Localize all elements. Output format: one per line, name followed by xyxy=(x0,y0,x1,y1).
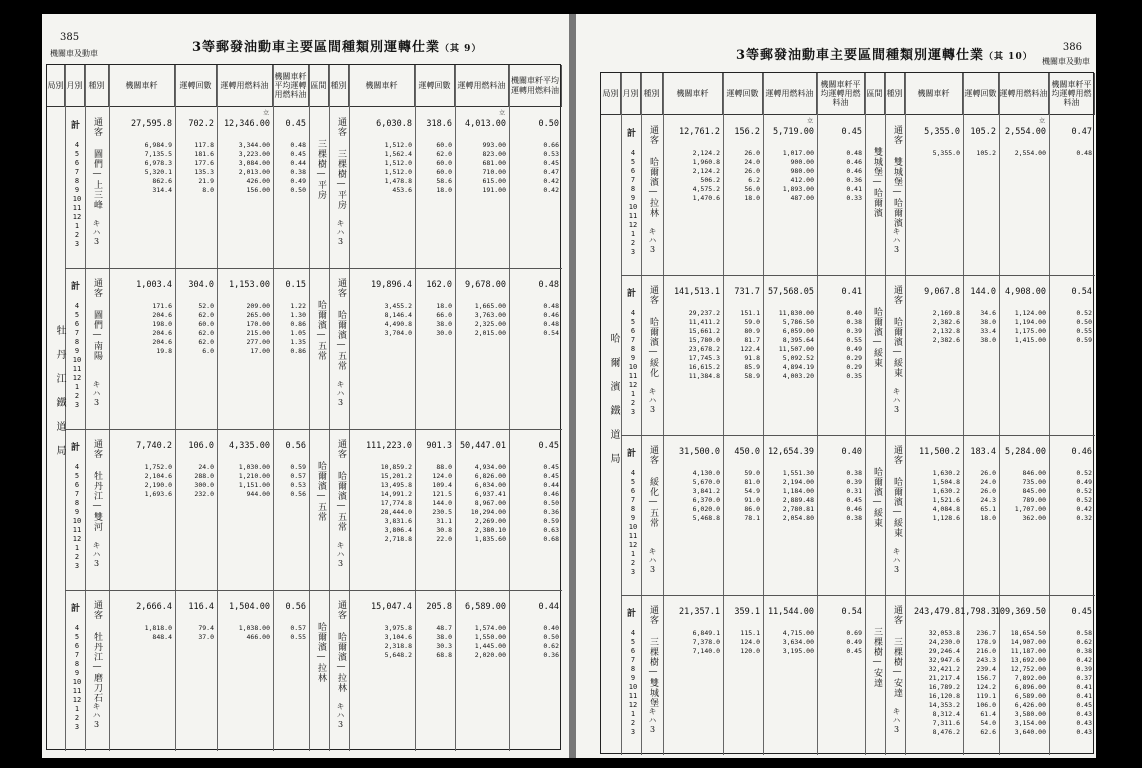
total-value: 2,666.4 xyxy=(136,602,172,612)
unit-mark: 立 xyxy=(499,110,506,117)
monthly-values: 32,053.8 24,230.0 29,246.4 32,947.6 32,421.2 21,217.4 16,789.2 16,120.8 14,353.2 8,312.4 7,311.6 8,476.2 xyxy=(928,629,960,736)
route-name: 牡丹江—雙河 xyxy=(92,471,102,532)
column-header: 運轉用燃料油 xyxy=(763,73,817,115)
monthly-values: 1,574.00 1,550.00 1,445.00 2,020.00 xyxy=(474,624,506,659)
route-name: 三棵樹—雙城堡 xyxy=(648,637,658,708)
column-divider xyxy=(85,65,86,751)
month-list: 4 5 6 7 8 9 10 11 12 1 2 3 xyxy=(72,624,82,731)
period-label: キハ3 xyxy=(648,387,657,415)
data-table-left xyxy=(46,64,561,750)
total-value: 205.8 xyxy=(426,602,452,612)
total-value: 162.0 xyxy=(426,280,452,290)
monthly-values: 1,752.0 2,104.6 2,190.0 1,693.6 xyxy=(144,463,172,498)
block-divider xyxy=(65,429,562,430)
monthly-values: 26.0 24.0 26.0 6.2 56.0 18.0 xyxy=(744,149,760,202)
column-header: 運轉回數 xyxy=(723,73,763,115)
route-name: 綏化—五常 xyxy=(648,477,658,528)
route-name: 雙城堡—哈爾濱 xyxy=(892,157,902,228)
column-header: 運轉用燃料油 xyxy=(999,73,1049,115)
column-header: 局別 xyxy=(47,65,65,107)
monthly-values: 34.6 38.0 33.4 38.0 xyxy=(980,309,996,344)
monthly-values: 209.00 265.00 170.00 215.00 277.00 17.00 xyxy=(246,302,270,355)
monthly-values: 236.7 178.9 216.0 243.3 239.4 156.7 124.2 119.1 106.0 61.4 54.0 62.6 xyxy=(976,629,996,736)
service-type: 通客 xyxy=(648,125,658,145)
column-header: 機關車粁平均運轉用燃料油 xyxy=(1049,73,1095,115)
service-type: 通客 xyxy=(92,278,102,298)
column-header: 運轉用燃料油 xyxy=(217,65,273,107)
month-list: 4 5 6 7 8 9 10 11 12 1 2 3 xyxy=(72,302,82,409)
total-value: 105.2 xyxy=(970,127,996,137)
column-header: 機關車粁平均運轉用燃料油 xyxy=(509,65,562,107)
total-value: 12,761.2 xyxy=(679,127,720,137)
service-type: 通客 xyxy=(892,285,902,305)
monthly-values: 4,715.00 3,634.00 3,195.00 xyxy=(782,629,814,655)
section-label: 哈爾濱—綏東 xyxy=(872,307,882,368)
period-label: キハ3 xyxy=(92,219,101,247)
service-type: 通客 xyxy=(892,605,902,625)
total-value: 0.40 xyxy=(841,447,862,457)
column-header: 機關車粁平均運轉用燃料油 xyxy=(273,65,309,107)
total-value: 2,554.00 xyxy=(1005,127,1046,137)
column-header: 區間 xyxy=(865,73,885,115)
monthly-values: 1,038.00 466.00 xyxy=(238,624,270,641)
monthly-values: 24.0 288.0 300.0 232.0 xyxy=(194,463,214,498)
column-divider xyxy=(865,73,866,755)
monthly-values: 48.7 38.0 30.3 68.8 xyxy=(436,624,452,659)
section-label: 三棵樹—安達 xyxy=(872,627,882,688)
column-header: 運轉回數 xyxy=(963,73,999,115)
column-divider xyxy=(885,73,886,755)
service-type: 通客 xyxy=(648,445,658,465)
column-header: 月別 xyxy=(65,65,85,107)
route-name: 哈爾濱—五常 xyxy=(336,471,346,532)
right-page xyxy=(576,14,1096,758)
total-value: 0.45 xyxy=(285,119,306,129)
monthly-values: 1,512.0 1,562.4 1,512.0 1,512.0 1,478.8 453.6 xyxy=(384,141,412,194)
total-label: 計 xyxy=(627,609,637,619)
total-value: 111,223.0 xyxy=(365,441,412,451)
block-divider xyxy=(621,275,1095,276)
total-value: 15,047.4 xyxy=(371,602,412,612)
monthly-values: 0.48 0.46 0.46 0.36 0.41 0.33 xyxy=(846,149,862,202)
period-label: キハ3 xyxy=(648,707,657,735)
total-value: 0.46 xyxy=(1071,447,1092,457)
book-spine xyxy=(569,14,576,758)
route-name: 三棵樹—安達 xyxy=(892,637,902,698)
service-type: 通客 xyxy=(648,605,658,625)
total-value: 0.45 xyxy=(1071,607,1092,617)
column-header: 種別 xyxy=(85,65,109,107)
monthly-values: 18.0 66.0 38.0 30.0 xyxy=(436,302,452,337)
route-name: 哈爾濱—綏東 xyxy=(892,477,902,538)
total-value: 318.6 xyxy=(426,119,452,129)
column-divider xyxy=(621,73,622,755)
monthly-values: 151.1 59.0 80.9 81.7 122.4 91.8 85.9 58.9 xyxy=(740,309,760,380)
block-divider xyxy=(621,595,1095,596)
monthly-values: 846.00 735.00 845.00 789.00 1,707.00 362.00 xyxy=(1014,469,1046,522)
monthly-values: 5,355.0 xyxy=(932,149,960,157)
block-divider xyxy=(65,268,562,269)
total-value: 50,447.01 xyxy=(459,441,506,451)
column-divider xyxy=(641,73,642,755)
period-label: キハ3 xyxy=(336,380,345,408)
monthly-values: 0.52 0.49 0.52 0.52 0.42 0.32 xyxy=(1076,469,1092,522)
month-list: 4 5 6 7 8 9 10 11 12 1 2 3 xyxy=(628,309,638,416)
monthly-values: 0.40 0.38 0.39 0.55 0.49 0.29 0.29 0.35 xyxy=(846,309,862,380)
total-label: 計 xyxy=(71,604,81,614)
unit-mark: 立 xyxy=(1039,118,1046,125)
total-label: 計 xyxy=(627,449,637,459)
monthly-values: 3,975.8 3,104.6 2,318.8 5,648.2 xyxy=(384,624,412,659)
total-value: 57,568.05 xyxy=(767,287,814,297)
total-value: 731.7 xyxy=(734,287,760,297)
month-list: 4 5 6 7 8 9 10 11 12 1 2 3 xyxy=(72,141,82,248)
monthly-values: 1,017.00 900.00 980.00 412.00 1,893.00 487.00 xyxy=(782,149,814,202)
total-value: 0.44 xyxy=(538,602,559,612)
monthly-values: 26.0 24.0 26.0 24.3 65.1 18.0 xyxy=(980,469,996,522)
service-type: 通客 xyxy=(336,439,346,459)
total-value: 12,346.00 xyxy=(223,119,270,129)
total-value: 9,067.8 xyxy=(924,287,960,297)
monthly-values: 0.40 0.50 0.62 0.36 xyxy=(543,624,559,659)
column-header: 機關車粁 xyxy=(905,73,963,115)
period-label: キハ3 xyxy=(648,547,657,575)
monthly-values: 117.8 181.6 177.6 135.3 21.9 8.0 xyxy=(194,141,214,194)
month-list: 4 5 6 7 8 9 10 11 12 1 2 3 xyxy=(628,149,638,256)
monthly-values: 0.58 0.62 0.38 0.42 0.39 0.37 0.41 0.41 0.45 0.43 0.43 0.43 xyxy=(1076,629,1092,736)
monthly-values: 6,984.9 7,135.5 6,978.3 5,320.1 862.6 314.4 xyxy=(144,141,172,194)
page-number: 386 xyxy=(1062,42,1082,53)
monthly-values: 1,665.00 3,763.00 2,325.00 2,015.00 xyxy=(474,302,506,337)
total-value: 141,513.1 xyxy=(673,287,720,297)
total-value: 0.56 xyxy=(285,441,306,451)
service-type: 通客 xyxy=(92,117,102,137)
route-name: 哈爾濱—綏東 xyxy=(892,317,902,378)
total-label: 計 xyxy=(627,129,637,139)
total-label: 計 xyxy=(627,289,637,299)
column-header: 種別 xyxy=(641,73,663,115)
total-value: 11,544.00 xyxy=(767,607,814,617)
monthly-values: 0.38 0.39 0.31 0.45 0.46 0.38 xyxy=(846,469,862,522)
monthly-values: 2,554.00 xyxy=(1014,149,1046,157)
total-value: 5,284.00 xyxy=(1005,447,1046,457)
period-label: キハ3 xyxy=(648,227,657,255)
column-header: 機關車粁 xyxy=(349,65,415,107)
total-value: 21,357.1 xyxy=(679,607,720,617)
route-name: 牡丹江—磨刀石 xyxy=(92,632,102,703)
monthly-values: 79.4 37.0 xyxy=(198,624,214,641)
column-header: 種別 xyxy=(885,73,905,115)
route-name: 三棵樹—平房 xyxy=(336,149,346,210)
service-type: 通客 xyxy=(892,445,902,465)
monthly-values: 10,859.2 15,201.2 13,495.8 14,991.2 17,774.8 28,444.0 3,831.6 3,806.4 2,718.8 xyxy=(380,463,412,543)
total-value: 0.47 xyxy=(1071,127,1092,137)
service-type: 通客 xyxy=(336,117,346,137)
column-divider xyxy=(309,65,310,751)
total-value: 109,369.50 xyxy=(994,607,1046,617)
service-type: 通客 xyxy=(336,600,346,620)
total-value: 4,013.00 xyxy=(465,119,506,129)
monthly-values: 4,130.0 5,670.0 3,841.2 6,370.0 6,020.0 5,468.8 xyxy=(692,469,720,522)
monthly-values: 171.6 204.6 198.0 204.6 204.6 19.8 xyxy=(152,302,172,355)
monthly-values: 6,849.1 7,378.0 7,140.0 xyxy=(692,629,720,655)
month-list: 4 5 6 7 8 9 10 11 12 1 2 3 xyxy=(628,629,638,736)
monthly-values: 1.22 1.30 0.86 1.05 1.35 0.86 xyxy=(290,302,306,355)
column-header: 運轉用燃料油 xyxy=(455,65,509,107)
total-value: 0.15 xyxy=(285,280,306,290)
total-value: 7,740.2 xyxy=(136,441,172,451)
section-label: 機關車及動車 xyxy=(50,49,98,58)
block-divider xyxy=(65,590,562,591)
column-header: 運轉回數 xyxy=(175,65,217,107)
left-page xyxy=(42,14,569,758)
column-header: 機關車粁平均運轉用燃料油 xyxy=(817,73,865,115)
service-type: 通客 xyxy=(892,125,902,145)
section-label: 哈爾濱—五常 xyxy=(316,300,326,361)
monthly-values: 0.48 0.45 0.44 0.38 0.49 0.50 xyxy=(290,141,306,194)
monthly-values: 11,830.00 5,786.50 6,059.00 8,395.64 11,507.00 5,092.52 4,894.19 4,003.20 xyxy=(778,309,814,380)
month-list: 4 5 6 7 8 9 10 11 12 1 2 3 xyxy=(72,463,82,570)
monthly-values: 1,818.0 848.4 xyxy=(144,624,172,641)
monthly-values: 0.57 0.55 xyxy=(290,624,306,641)
monthly-values: 3,344.00 3,223.00 3,084.00 2,013.00 426.00 156.00 xyxy=(238,141,270,194)
page-number: 385 xyxy=(60,32,80,43)
page-title: 3等郵發油動車主要區間種類別運轉仕業（其 10） xyxy=(736,48,1033,63)
section-label: 哈爾濱—綏東 xyxy=(872,467,882,528)
period-label: キハ3 xyxy=(892,707,901,735)
monthly-values: 0.48 0.46 0.48 0.54 xyxy=(543,302,559,337)
total-value: 5,355.0 xyxy=(924,127,960,137)
period-label: キハ3 xyxy=(92,541,101,569)
column-header: 局別 xyxy=(601,73,621,115)
total-value: 1,798.3 xyxy=(960,607,996,617)
monthly-values: 993.00 823.00 681.00 710.00 615.00 191.00 xyxy=(482,141,506,194)
page-title: 3等郵發油動車主要區間種類別運轉仕業（其 9） xyxy=(192,40,482,55)
unit-mark: 立 xyxy=(263,110,270,117)
total-value: 0.56 xyxy=(285,602,306,612)
monthly-values: 2,169.8 2,382.6 2,132.8 2,382.6 xyxy=(932,309,960,344)
total-value: 0.45 xyxy=(841,127,862,137)
total-value: 5,719.00 xyxy=(773,127,814,137)
total-value: 243,479.8 xyxy=(913,607,960,617)
total-value: 450.0 xyxy=(734,447,760,457)
monthly-values: 3,455.2 8,146.4 4,490.8 3,704.0 xyxy=(384,302,412,337)
monthly-values: 4,934.00 6,826.00 6,034.00 6,937.41 8,967.00 10,294.00 2,269.00 2,380.10 1,835.60 xyxy=(470,463,506,543)
column-header: 運轉回數 xyxy=(415,65,455,107)
total-value: 144.0 xyxy=(970,287,996,297)
total-value: 4,335.00 xyxy=(229,441,270,451)
route-name: 圖們—南陽 xyxy=(92,310,102,361)
total-value: 0.48 xyxy=(538,280,559,290)
column-header: 機關車粁 xyxy=(109,65,175,107)
total-value: 183.4 xyxy=(970,447,996,457)
route-name: 哈爾濱—綏化 xyxy=(648,317,658,378)
service-type: 通客 xyxy=(336,278,346,298)
period-label: キハ3 xyxy=(336,541,345,569)
period-label: キハ3 xyxy=(92,702,101,730)
total-value: 4,908.00 xyxy=(1005,287,1046,297)
total-value: 106.0 xyxy=(188,441,214,451)
period-label: キハ3 xyxy=(336,702,345,730)
service-type: 通客 xyxy=(92,600,102,620)
monthly-values: 1,551.30 2,194.00 1,184.00 2,889.48 2,780.81 2,054.80 xyxy=(782,469,814,522)
total-value: 11,500.2 xyxy=(919,447,960,457)
monthly-values: 59.0 81.0 54.9 91.0 86.0 78.1 xyxy=(744,469,760,522)
monthly-values: 1,630.2 1,504.8 1,630.2 1,521.6 4,084.8 1,128.6 xyxy=(932,469,960,522)
total-value: 359.1 xyxy=(734,607,760,617)
section-label: 哈爾濱—拉林 xyxy=(316,622,326,683)
section-label: 雙城堡—哈爾濱 xyxy=(872,147,882,218)
total-value: 27,595.8 xyxy=(131,119,172,129)
monthly-values: 2,124.2 1,960.8 2,124.2 506.2 4,575.2 1,470.6 xyxy=(692,149,720,202)
total-value: 31,500.0 xyxy=(679,447,720,457)
route-name: 哈爾濱—拉林 xyxy=(336,632,346,693)
period-label: キハ3 xyxy=(336,219,345,247)
period-label: キハ3 xyxy=(892,227,901,255)
monthly-values: 0.52 0.50 0.55 0.59 xyxy=(1076,309,1092,344)
monthly-values: 60.0 62.0 60.0 60.0 58.6 18.0 xyxy=(436,141,452,194)
total-value: 702.2 xyxy=(188,119,214,129)
total-value: 0.54 xyxy=(841,607,862,617)
monthly-values: 29,237.2 11,411.2 15,661.2 15,780.0 23,678.2 17,745.3 16,615.2 11,384.8 xyxy=(688,309,720,380)
unit-mark: 立 xyxy=(807,118,814,125)
total-value: 0.50 xyxy=(538,119,559,129)
column-header: 月別 xyxy=(621,73,641,115)
route-name: 哈爾濱—拉林 xyxy=(648,157,658,218)
monthly-values: 0.66 0.53 0.45 0.47 0.42 0.42 xyxy=(543,141,559,194)
total-value: 156.2 xyxy=(734,127,760,137)
route-name: 哈爾濱—五常 xyxy=(336,310,346,371)
total-value: 116.4 xyxy=(188,602,214,612)
service-type: 通客 xyxy=(92,439,102,459)
total-value: 304.0 xyxy=(188,280,214,290)
section-label: 三棵樹—平房 xyxy=(316,139,326,200)
total-value: 12,654.39 xyxy=(767,447,814,457)
monthly-values: 0.59 0.57 0.53 0.56 xyxy=(290,463,306,498)
period-label: キハ3 xyxy=(892,547,901,575)
monthly-values: 1,030.00 1,210.00 1,151.00 944.00 xyxy=(238,463,270,498)
bureau-label: 牡丹江鐵道局 xyxy=(54,325,65,469)
total-value: 0.45 xyxy=(538,441,559,451)
section-label: 機關車及動車 xyxy=(1042,57,1090,66)
total-value: 6,030.8 xyxy=(376,119,412,129)
monthly-values: 0.69 0.49 0.45 xyxy=(846,629,862,655)
monthly-values: 52.0 62.0 60.0 62.0 62.0 6.0 xyxy=(198,302,214,355)
section-label: 哈爾濱—五常 xyxy=(316,461,326,522)
monthly-values: 88.0 124.0 109.4 121.5 144.0 230.5 31.1 30.8 22.0 xyxy=(432,463,452,543)
total-value: 19,896.4 xyxy=(371,280,412,290)
bureau-label: 哈爾濱鐵道局 xyxy=(608,333,619,477)
column-header: 機關車粁 xyxy=(663,73,723,115)
total-label: 計 xyxy=(71,121,81,131)
column-header: 區間 xyxy=(309,65,329,107)
total-value: 1,504.00 xyxy=(229,602,270,612)
service-type: 通客 xyxy=(648,285,658,305)
period-label: キハ3 xyxy=(892,387,901,415)
month-list: 4 5 6 7 8 9 10 11 12 1 2 3 xyxy=(628,469,638,576)
column-divider xyxy=(329,65,330,751)
monthly-values: 0.48 xyxy=(1076,149,1092,157)
route-name: 圖們—上三峰 xyxy=(92,149,102,210)
total-label: 計 xyxy=(71,282,81,292)
total-value: 901.3 xyxy=(426,441,452,451)
total-value: 6,589.00 xyxy=(465,602,506,612)
total-value: 1,003.4 xyxy=(136,280,172,290)
total-label: 計 xyxy=(71,443,81,453)
total-value: 0.41 xyxy=(841,287,862,297)
data-table-right xyxy=(600,72,1094,754)
column-header: 種別 xyxy=(329,65,349,107)
monthly-values: 18,654.50 14,907.00 11,187.00 13,692.00 12,752.00 7,892.00 6,896.00 6,589.00 6,426.00 3,580.00 3,154.00 3,640.00 xyxy=(1010,629,1046,736)
monthly-values: 105.2 xyxy=(976,149,996,157)
total-value: 0.54 xyxy=(1071,287,1092,297)
total-value: 1,153.00 xyxy=(229,280,270,290)
monthly-values: 115.1 124.0 120.0 xyxy=(740,629,760,655)
monthly-values: 1,124.00 1,194.00 1,175.00 1,415.00 xyxy=(1014,309,1046,344)
total-value: 9,678.00 xyxy=(465,280,506,290)
monthly-values: 0.45 0.45 0.44 0.46 0.50 0.36 0.59 0.63 0.68 xyxy=(543,463,559,543)
block-divider xyxy=(621,435,1095,436)
period-label: キハ3 xyxy=(92,380,101,408)
